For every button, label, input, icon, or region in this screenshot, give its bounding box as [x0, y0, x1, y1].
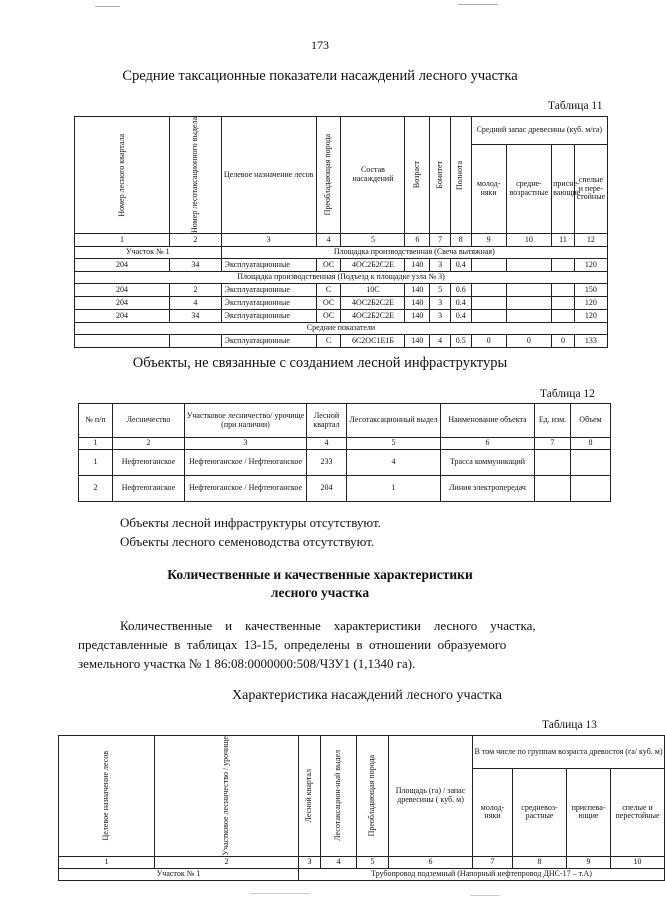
cell: 0: [471, 334, 506, 347]
table13-number-row: [59, 856, 665, 868]
cell: 204: [75, 296, 170, 309]
th-species: Преобладающая порода: [367, 755, 377, 837]
table-11: [74, 116, 608, 348]
th-mature: спелые и перестойные: [611, 769, 665, 856]
cell: 140: [405, 283, 430, 296]
th-young: молод-няки: [473, 769, 513, 856]
cell: Эксплуатационные: [221, 258, 316, 271]
th-bonitet: Бонитет: [434, 161, 444, 189]
scan-mark: [95, 6, 120, 7]
table-row: [75, 283, 608, 296]
cell: [170, 334, 222, 347]
num-cell: 5: [357, 856, 389, 868]
table-row: [75, 258, 608, 271]
num-cell: 3: [221, 233, 316, 246]
cell: 0: [506, 334, 551, 347]
cell: 4ОС2Б2С2Е: [341, 309, 405, 322]
th-purpose: Целевое назначение лесов: [221, 117, 316, 234]
th-density: Полнота: [455, 160, 465, 190]
th-stock-group: Средний запас древесины (куб. м/га): [471, 117, 607, 145]
th-mature: спелые и пере-стойные: [574, 145, 607, 234]
th-purpose: Целевое назначение лесов: [101, 751, 111, 841]
cell: 0.4: [450, 296, 471, 309]
cell: 120: [574, 309, 607, 322]
num-cell: 11: [552, 233, 575, 246]
table11-number-row: [75, 233, 608, 246]
num-cell: 9: [567, 856, 611, 868]
cell: 120: [574, 296, 607, 309]
cell: Линия электропередач: [441, 476, 535, 502]
cell: 120: [574, 258, 607, 271]
num-cell: 3: [185, 438, 307, 450]
num-cell: 10: [611, 856, 665, 868]
num-cell: 3: [299, 856, 321, 868]
num-cell: 1: [75, 233, 170, 246]
cell: [552, 309, 575, 322]
cell: [506, 309, 551, 322]
cell: Эксплуатационные: [221, 309, 316, 322]
heading-stand-characteristics: Характеристика насаждений лесного участка: [232, 688, 502, 703]
cell: Эксплуатационные: [221, 296, 316, 309]
cell: 0.4: [450, 258, 471, 271]
paragraph-line-2: представленные в таблицах 13-15, определены в отношении образуемого: [78, 637, 507, 652]
cell: Эксплуатационные: [221, 283, 316, 296]
cell: [552, 258, 575, 271]
section-plot: Участок № 1: [75, 246, 222, 258]
cell: 204: [75, 283, 170, 296]
table-13: [58, 735, 665, 881]
heading-quant-qual-2: лесного участка: [270, 585, 370, 600]
section-site: Площадка производственная (Подъезд к площадке узла № 3): [75, 271, 608, 283]
th-number: № п/п: [79, 404, 113, 438]
cell: 1: [79, 450, 113, 476]
cell: 3: [430, 258, 451, 271]
cell: Нефтеюганское: [113, 476, 185, 502]
cell: 204: [307, 476, 347, 502]
paragraph-line-3: земельного участка № 1 86:08:0000000:508/ЧЗУ1 (1,1340 га).: [78, 656, 416, 671]
cell: [471, 283, 506, 296]
cell: 0.6: [450, 283, 471, 296]
section-site: Трубопровод подземный (Напорный нефтепровод ДНС-17 – т.А): [299, 868, 665, 880]
cell: ОС: [316, 258, 341, 271]
cell: 6С2ОС1Е1Б: [341, 334, 405, 347]
cell: 34: [170, 258, 222, 271]
cell: 140: [405, 334, 430, 347]
cell: [506, 296, 551, 309]
th-allotment: Лесотаксационный выдел: [347, 404, 441, 438]
num-cell: 7: [473, 856, 513, 868]
table12-number-row: [79, 438, 611, 450]
cell: 1: [347, 476, 441, 502]
num-cell: 8: [450, 233, 471, 246]
th-middle: средне-возрастные: [506, 145, 551, 234]
table-12: [78, 403, 611, 502]
cell: ОС: [316, 309, 341, 322]
num-cell: 8: [513, 856, 567, 868]
num-cell: 6: [405, 233, 430, 246]
cell: [471, 258, 506, 271]
cell: 133: [574, 334, 607, 347]
th-quarter: Номер лесного квартала: [116, 133, 126, 217]
cell: [471, 309, 506, 322]
num-cell: 2: [113, 438, 185, 450]
cell: 34: [170, 309, 222, 322]
heading-average-indicators: Средние таксационные показатели насаждений лесного участка: [122, 68, 518, 84]
cell: [552, 283, 575, 296]
cell: [552, 296, 575, 309]
num-cell: 6: [441, 438, 535, 450]
th-middle: средневоз-растные: [513, 769, 567, 856]
cell: 140: [405, 309, 430, 322]
table13-label: Таблица 13: [542, 719, 597, 731]
cell: С: [316, 334, 341, 347]
cell: 0.4: [450, 309, 471, 322]
th-area: Площадь (га) / запас древесины ( куб. м): [389, 736, 473, 857]
cell: 5: [430, 283, 451, 296]
text-no-infrastructure: Объекты лесной инфраструктуры отсутствуют.: [120, 515, 381, 530]
cell: 10С: [341, 283, 405, 296]
num-cell: 1: [79, 438, 113, 450]
cell: 4: [430, 334, 451, 347]
th-forestry: Лесничество: [113, 404, 185, 438]
th-ripening: присне-вающие: [552, 145, 575, 234]
table11-section-row: [75, 271, 608, 283]
cell: Эксплуатационные: [221, 334, 316, 347]
page-number: 173: [311, 38, 329, 52]
num-cell: 4: [307, 438, 347, 450]
th-object-name: Наименование объекта: [441, 404, 535, 438]
cell: 2: [170, 283, 222, 296]
th-ripening: приспева-ющие: [567, 769, 611, 856]
th-species: Преобладающая порода: [323, 134, 333, 216]
cell: Трасса коммуникаций: [441, 450, 535, 476]
table11-section-row: [75, 246, 608, 258]
scan-mark: [250, 893, 310, 894]
th-quarter: Лесной квартал: [307, 404, 347, 438]
num-cell: 7: [535, 438, 571, 450]
num-cell: 4: [316, 233, 341, 246]
cell: 140: [405, 258, 430, 271]
th-local-forestry: Участковое лесничество / урочище: [221, 736, 231, 856]
th-unit: Ед. изм.: [535, 404, 571, 438]
th-composition: Состав насаждений: [341, 117, 405, 234]
cell: [571, 450, 611, 476]
num-cell: 1: [59, 856, 155, 868]
table13-section-row: [59, 868, 665, 880]
table12-label: Таблица 12: [540, 388, 595, 400]
cell: 4ОС2Б2С2Е: [341, 258, 405, 271]
table-row: [79, 450, 611, 476]
th-age-group: В том числе по группам возраста древостоя (га/ куб. м): [473, 736, 665, 769]
cell: 140: [405, 296, 430, 309]
cell: [471, 296, 506, 309]
section-site: Площадка производственная (Свеча вытяжная): [221, 246, 607, 258]
cell: [506, 258, 551, 271]
heading-quant-qual-1: Количественные и качественные характеристики: [167, 567, 473, 582]
text-no-seed-objects: Объекты лесного семеноводства отсутствуют.: [120, 534, 375, 549]
table-row: [75, 296, 608, 309]
num-cell: 2: [155, 856, 299, 868]
heading-objects-not-infrastructure: Объекты, не связанные с созданием лесной инфраструктуры: [132, 355, 508, 371]
cell: Нефтеюганское / Нефтеюганское: [185, 476, 307, 502]
num-cell: 10: [506, 233, 551, 246]
cell: 233: [307, 450, 347, 476]
th-volume: Объем: [571, 404, 611, 438]
table-row: [75, 309, 608, 322]
cell: 4ОС2Б2С2Е: [341, 296, 405, 309]
num-cell: 12: [574, 233, 607, 246]
table12-header-row: [79, 404, 611, 438]
num-cell: 2: [170, 233, 222, 246]
table-row-average: [75, 334, 608, 347]
cell: 4: [170, 296, 222, 309]
th-quarter: Лесной квартал: [304, 769, 314, 823]
cell: 3: [430, 296, 451, 309]
cell: [75, 334, 170, 347]
scan-mark: [458, 4, 498, 5]
num-cell: 5: [347, 438, 441, 450]
section-averages: Средние показатели: [75, 322, 608, 334]
cell: 2: [79, 476, 113, 502]
cell: 3: [430, 309, 451, 322]
num-cell: 7: [430, 233, 451, 246]
table11-section-row: [75, 322, 608, 334]
cell: [535, 476, 571, 502]
paragraph-line-1: Количественные и качественные характеристики лесного участка,: [120, 618, 536, 633]
cell: Нефтеюганское / Нефтеюганское: [185, 450, 307, 476]
th-local-forestry: Участковое лесничество/ урочище (при наличии): [185, 404, 307, 438]
num-cell: 5: [341, 233, 405, 246]
table11-label: Таблица 11: [548, 100, 603, 112]
cell: 0.5: [450, 334, 471, 347]
num-cell: 9: [471, 233, 506, 246]
th-allotment: Лесотаксацион-ный выдел: [333, 750, 343, 842]
th-allotment: Номер лесотаксационного выдела: [189, 117, 199, 233]
num-cell: 6: [389, 856, 473, 868]
cell: ОС: [316, 296, 341, 309]
cell: С: [316, 283, 341, 296]
th-age: Возраст: [411, 161, 421, 189]
num-cell: 8: [571, 438, 611, 450]
scan-mark: [470, 895, 500, 896]
table-row: [79, 476, 611, 502]
cell: [571, 476, 611, 502]
cell: 204: [75, 258, 170, 271]
cell: 4: [347, 450, 441, 476]
num-cell: 4: [321, 856, 357, 868]
cell: [506, 283, 551, 296]
cell: 0: [552, 334, 575, 347]
cell: 150: [574, 283, 607, 296]
cell: 204: [75, 309, 170, 322]
th-young: молод-няки: [471, 145, 506, 234]
cell: [535, 450, 571, 476]
section-plot: Участок № 1: [59, 868, 299, 880]
cell: Нефтеюганское: [113, 450, 185, 476]
